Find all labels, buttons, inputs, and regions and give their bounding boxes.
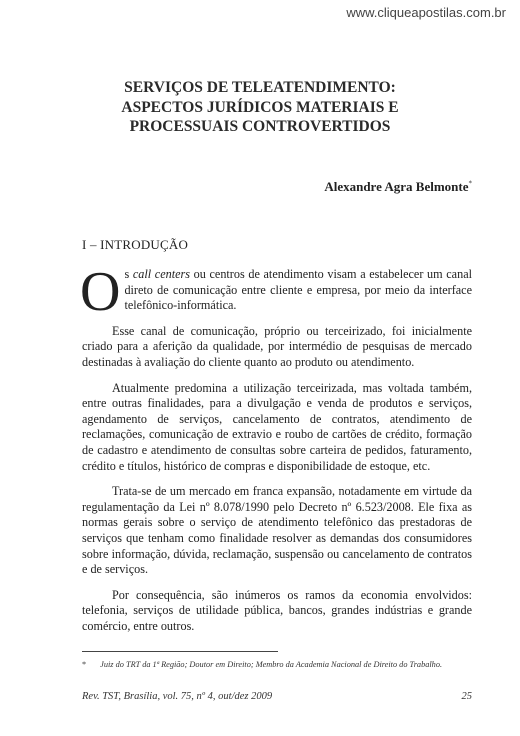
paragraph-1-lead: s xyxy=(124,267,133,281)
section-heading: I – INTRODUÇÃO xyxy=(82,237,189,252)
author-name: Alexandre Agra Belmonte xyxy=(324,179,469,194)
paragraph-3: Atualmente predomina a utilização terceirizada, mas voltada também, entre outras finalidades, para a divulgação e venda de produtos e serviços, agendamento de serviços, cancelamento de contratos, atendimento de reclamações, comunicação de extravio e roubo de cartões de crédito, formação de cadastro e atendimento de consultas sobre carteira de pedidos, faturamento, crédito e títulos, histórico de compras e disponibilidade de estoque, etc. xyxy=(82,380,472,473)
author-byline xyxy=(324,179,472,195)
watermark: www.cliqueapostilas.com.br xyxy=(346,5,506,20)
paragraph-1 xyxy=(80,261,472,323)
journal-citation: Rev. TST, Brasília, vol. 75, nº 4, out/dez 2009 xyxy=(82,691,273,702)
paragraph-1-emphasis: call centers xyxy=(132,267,190,281)
title-line-2: ASPECTOS JURÍDICOS MATERIAIS E xyxy=(121,98,399,116)
footnote-divider xyxy=(82,651,278,652)
paragraph-2: Esse canal de comunicação, próprio ou terceirizado, foi inicialmente criado para a aferição da qualidade, por intermédio de pesquisas de mercado destinadas à avaliação do cliente quanto ao produto ou atendimento. xyxy=(82,323,472,369)
paragraph-4: Trata-se de um mercado em franca expansão, notadamente em virtude da regulamentação da Lei nº 8.078/1990 pelo Decreto nº 6.523/2008. Ele fixa as normas gerais sobre o serviço de atendimento telefônico das prestadoras de serviços que tenham como finalidade resolver as demandas dos consumidores sobre informação, dúvida, reclamação, suspensão ou cancelamento de contratos e de serviços. xyxy=(82,484,472,577)
article-title xyxy=(70,78,450,137)
page-number: 25 xyxy=(461,691,472,702)
author-footnote-mark: * xyxy=(468,179,472,188)
drop-cap: O xyxy=(80,261,121,323)
title-line-3: PROCESSUAIS CONTROVERTIDOS xyxy=(129,118,391,135)
paragraph-5: Por consequência, são inúmeros os ramos da economia envolvidos: telefonia, serviços de utilidade pública, bancos, grandes indústrias e grande comércio, entre outros. xyxy=(82,587,472,633)
paragraph-1-text: ou centros de atendimento visam a estabelecer um canal direto de comunicação entre cliente e empresa, por meio da interface telefônico-informática. xyxy=(124,267,472,313)
article-body xyxy=(80,261,472,644)
footnote xyxy=(82,660,482,669)
title-line-1: SERVIÇOS DE TELEATENDIMENTO: xyxy=(124,79,396,96)
footnote-text: Juiz do TRT da 1ª Região; Doutor em Direito; Membro da Academia Nacional de Direito do Trabalho. xyxy=(100,660,443,669)
footnote-mark: * xyxy=(82,660,87,669)
